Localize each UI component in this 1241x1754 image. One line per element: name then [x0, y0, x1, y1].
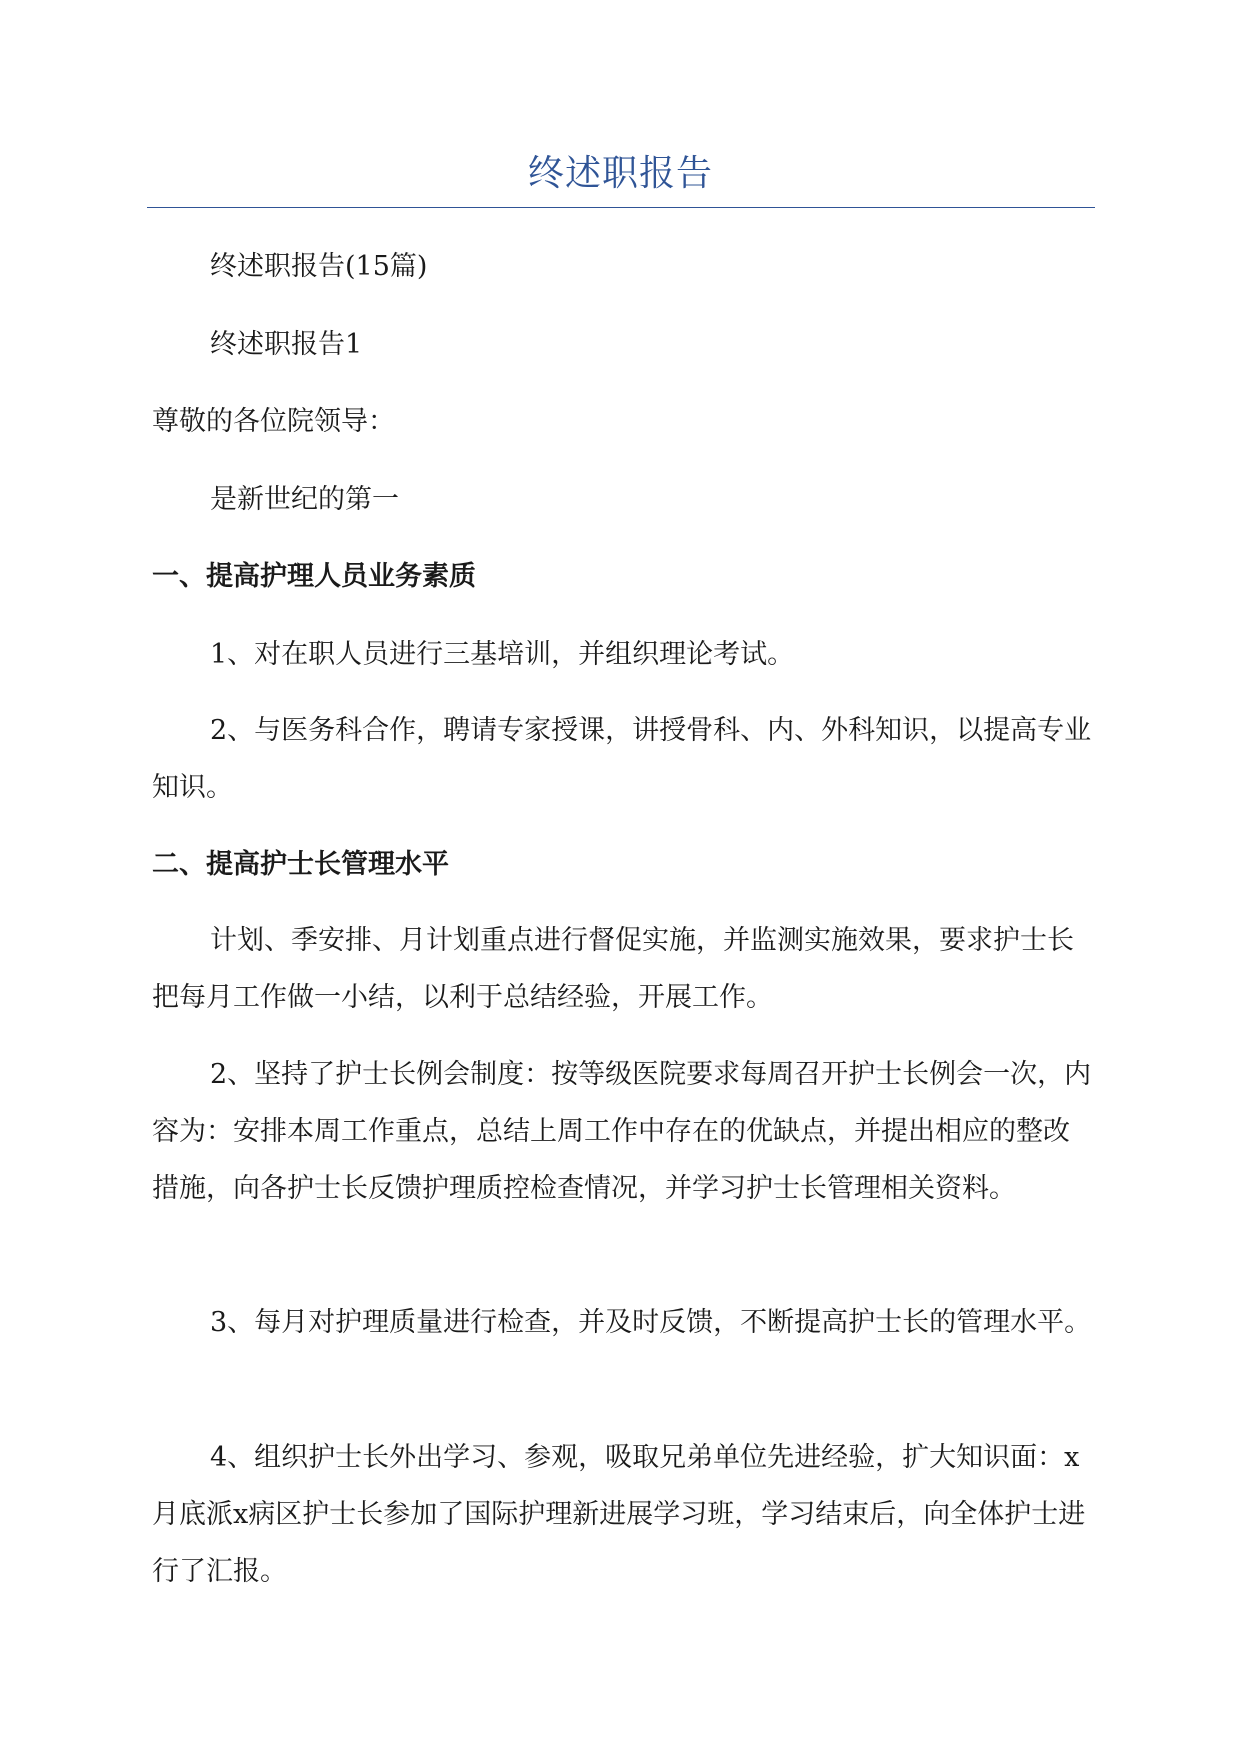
paragraph-report-number: 终述职报告1 — [210, 329, 363, 360]
paragraph-salutation: 尊敬的各位院领导： — [152, 406, 395, 437]
paragraph-opening: 是新世纪的第一 — [210, 484, 399, 515]
paragraph-item-2-3: 3、每月对护理质量进行检查，并及时反馈，不断提高护士长的管理水平。 — [210, 1307, 1092, 1338]
section-heading-2: 二、提高护士长管理水平 — [152, 849, 449, 880]
paragraph-item-1-1: 1、对在职人员进行三基培训，并组织理论考试。 — [210, 639, 795, 670]
paragraph-item-2-2: 2、坚持了护士长例会制度：按等级医院要求每周召开护士长例会一次，内容为：安排本周工作重点，总结上周工作中存在的优缺点，并提出相应的整改措施，向各护士长反馈护理质控检查情况，并学习护士长管理相关资料。 — [152, 1059, 1092, 1204]
paragraph-item-2-4: 4、组织护士长外出学习、参观，吸取兄弟单位先进经验，扩大知识面：x月底派x病区护士长参加了国际护理新进展学习班，学习结束后，向全体护士进行了汇报。 — [152, 1442, 1086, 1587]
title-divider — [147, 207, 1095, 208]
paragraph-item-2-1: 计划、季安排、月计划重点进行督促实施，并监测实施效果，要求护士长把每月工作做一小结，以利于总结经验，开展工作。 — [152, 925, 1074, 1013]
paragraph-intro-title: 终述职报告(15篇) — [210, 251, 428, 282]
page-title: 终述职报告 — [527, 153, 713, 194]
section-heading-1: 一、提高护理人员业务素质 — [152, 561, 476, 592]
paragraph-item-1-2: 2、与医务科合作，聘请专家授课，讲授骨科、内、外科知识，以提高专业知识。 — [152, 715, 1092, 803]
